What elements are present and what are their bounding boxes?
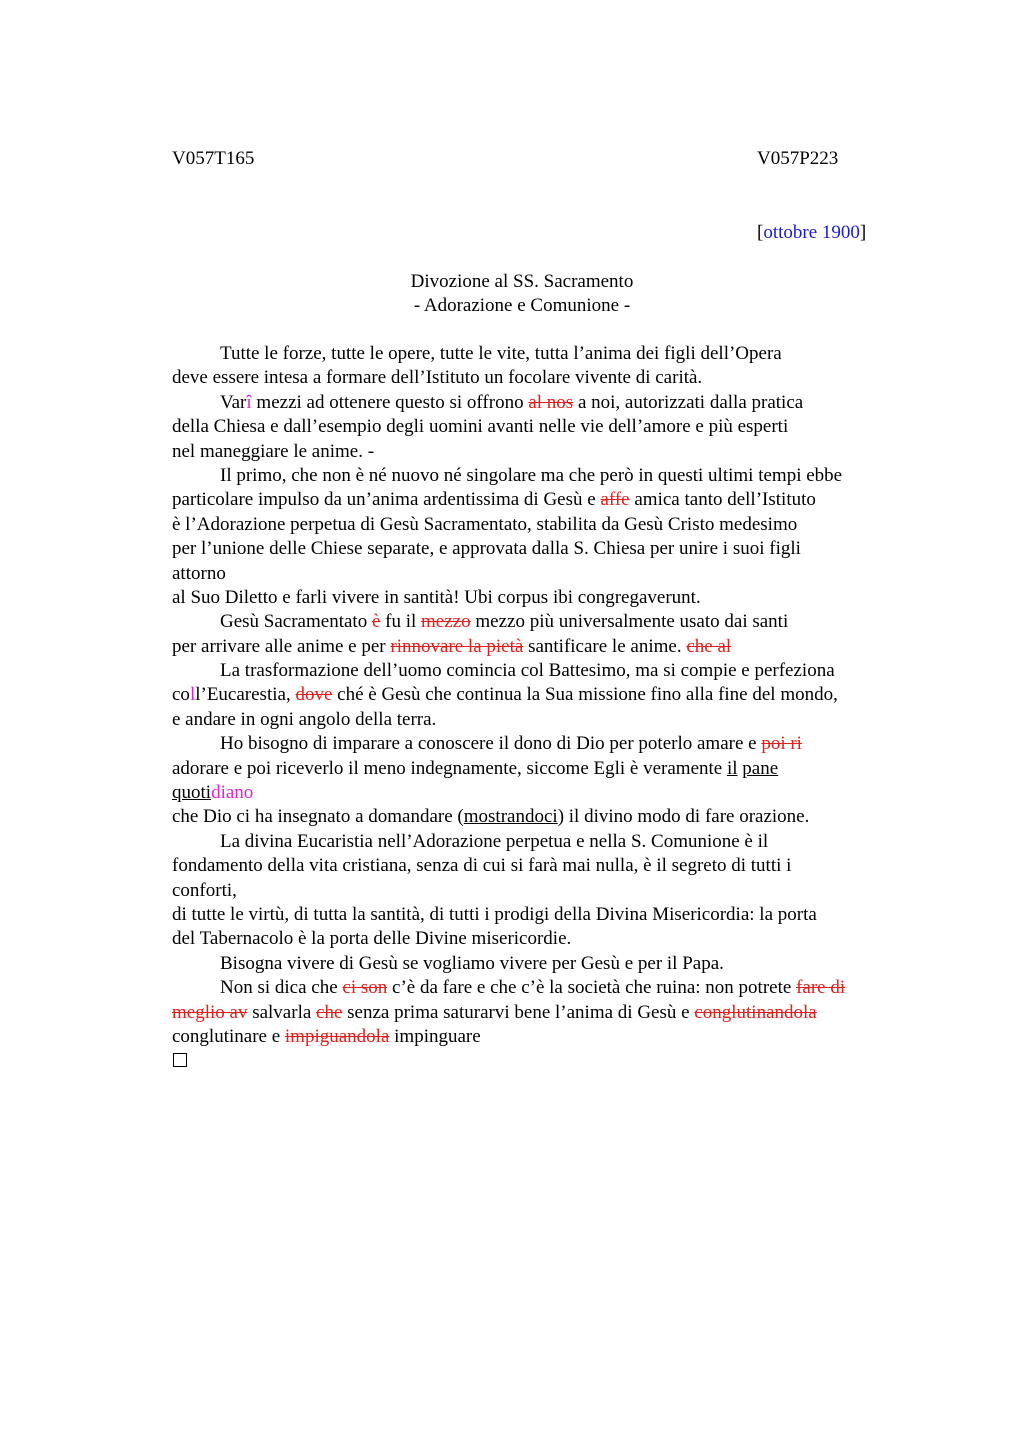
text-line: conforti, (172, 879, 237, 901)
text-span: [ (757, 222, 764, 243)
inserted-text: diano (211, 782, 254, 804)
text-span: co (172, 684, 190, 706)
text-span: Var (220, 391, 247, 413)
text-span: fu il (380, 611, 422, 633)
text-line (172, 757, 902, 781)
text-line: per l’unione delle Chiese separate, e approvata dalla S. Chiesa per unire i suoi figli (172, 538, 801, 560)
text-span: senza prima saturarvi bene l’anima di Gesù e (342, 1001, 695, 1023)
text-line: Il primo, che non è né nuovo né singolare ma che però in questi ultimi tempi ebbe (220, 464, 843, 486)
text-span: l’Eucarestia, (195, 684, 296, 706)
text-span: ché è Gesù che continua la Sua missione fino alla fine del mondo, (332, 684, 838, 706)
text-line: attorno (172, 562, 226, 584)
text-line: deve essere intesa a formare dell’Istituto un focolare vivente di carità. (172, 367, 703, 389)
text-span: conglutinare e (172, 1025, 285, 1047)
text-line: La trasformazione dell’uomo comincia col Battesimo, ma si compie e perfeziona (220, 660, 835, 682)
deleted-text: è (371, 611, 381, 633)
document-code-right: V057P223 (757, 148, 839, 169)
text-span: salvarla (247, 1001, 317, 1023)
text-line (172, 610, 902, 634)
text-span: santificare le anime. (523, 635, 687, 657)
text-span: ] (859, 222, 867, 243)
text-span: Ho bisogno di imparare a conoscere il dono di Dio per poterlo amare e (220, 733, 762, 755)
end-marker-line (172, 1049, 902, 1073)
deleted-text: conglutinandola (694, 1001, 817, 1023)
text-span: adorare e poi riceverlo il meno indegnamente, siccome Egli è veramente (172, 757, 727, 779)
text-line: della Chiesa e dall’esempio degli uomini avanti nelle vie dell’amore e più esperti (172, 416, 789, 438)
text-span: Non si dica che (220, 977, 343, 999)
text-line: e andare in ogni angolo della terra. (172, 708, 437, 730)
deleted-text: affe (600, 489, 630, 511)
text-line (172, 683, 902, 707)
text-span: amica tanto dell’Istituto (629, 489, 816, 511)
document-title (172, 270, 872, 318)
deleted-text: meglio av (172, 1001, 248, 1023)
text-line (172, 732, 902, 756)
text-span: mezzi ad ottenere questo si offrono (251, 391, 529, 413)
title-line-2: - Adorazione e Comunione - (413, 295, 631, 316)
deleted-text: che (316, 1001, 343, 1023)
text-span: particolare impulso da un’anima ardentissima di Gesù e (172, 489, 601, 511)
text-span: mezzo più universalmente usato dai santi (470, 611, 789, 633)
text-line (172, 635, 902, 659)
text-span: Gesù Sacramentato (220, 611, 372, 633)
text-span: che Dio ci ha insegnato a domandare ( (172, 806, 464, 828)
text-line: fondamento della vita cristiana, senza di cui si farà mai nulla, è il segreto di tutti i (172, 855, 792, 877)
underlined-text: il (726, 757, 738, 779)
text-line (172, 1001, 902, 1025)
text-span: per arrivare alle anime e per (172, 635, 391, 657)
title-line-1: Divozione al SS. Sacramento (410, 271, 634, 292)
text-line: del Tabernacolo è la porta delle Divine misericordie. (172, 928, 572, 950)
text-line (172, 976, 902, 1000)
deleted-text: al nos (528, 391, 574, 413)
document-body (172, 342, 902, 1074)
text-span: c’è da fare e che c’è la società che ruina: non potrete (387, 977, 797, 999)
underlined-text: mostrandoci (463, 806, 558, 828)
deleted-text: rinnovare la pietà (390, 635, 524, 657)
inserted-text: î (246, 391, 252, 413)
inserted-text: l (189, 684, 196, 706)
text-span: impinguare (389, 1025, 481, 1047)
text-span: ) il divino modo di fare orazione. (557, 806, 810, 828)
text-line: è l’Adorazione perpetua di Gesù Sacramentato, stabilita da Gesù Cristo medesimo (172, 513, 798, 535)
text-line: Bisogna vivere di Gesù se vogliamo vivere per Gesù e per il Papa. (220, 952, 724, 974)
text-line: di tutte le virtù, di tutta la santità, di tutti i prodigi della Divina Misericordia: la porta (172, 903, 817, 925)
deleted-text: fare di (796, 977, 846, 999)
underlined-text: pane (742, 757, 779, 779)
date-annotation (757, 221, 866, 245)
text-line (172, 391, 902, 415)
text-span: a noi, autorizzati dalla pratica (573, 391, 804, 413)
text-line: Tutte le forze, tutte le opere, tutte le vite, tutta l’anima dei figli dell’Opera (220, 343, 782, 364)
deleted-text: poi ri (761, 733, 802, 755)
deleted-text: ci son (342, 977, 388, 999)
text-line: al Suo Diletto e farli vivere in santità! Ubi corpus ibi congregaverunt. (172, 586, 701, 608)
text-line (172, 488, 902, 512)
underlined-text: quoti (172, 782, 212, 804)
text-line (172, 781, 902, 805)
deleted-text: mezzo (421, 611, 471, 633)
text-line: nel maneggiare le anime. - (172, 440, 375, 462)
checkbox-square-icon (173, 1053, 187, 1067)
deleted-text: che al (686, 635, 732, 657)
text-line (172, 1025, 902, 1049)
deleted-text: dove (295, 684, 333, 706)
date-text: ottobre 1900 (763, 222, 860, 243)
text-line: La divina Eucaristia nell’Adorazione perpetua e nella S. Comunione è il (220, 830, 769, 852)
deleted-text: impiguandola (284, 1025, 390, 1047)
text-line (172, 805, 902, 829)
document-code-left: V057T165 (172, 148, 255, 169)
